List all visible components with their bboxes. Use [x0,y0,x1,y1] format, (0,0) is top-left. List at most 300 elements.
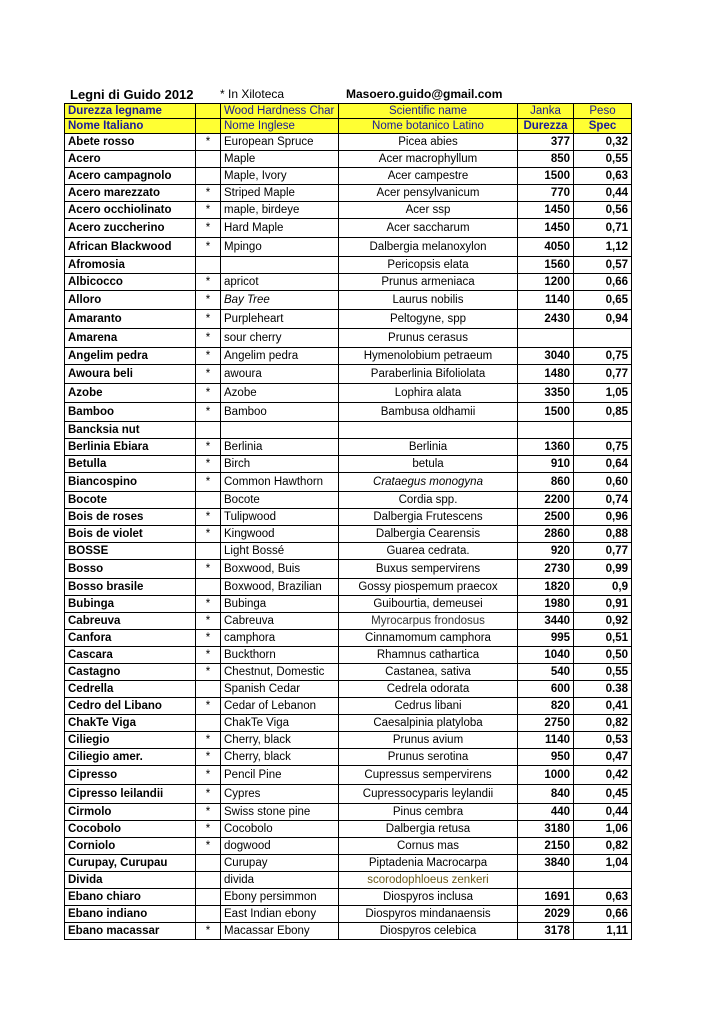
italian-name-cell: Cabreuva [65,613,196,630]
italian-name-cell: Cipresso leilandii [65,785,196,804]
scientific-name-cell: Berlinia [339,439,518,456]
specific-weight-cell: 0,57 [574,257,632,274]
janka-hardness-cell: 1560 [518,257,574,274]
scientific-name-cell: Prunus avium [339,732,518,749]
table-row [65,456,632,473]
scientific-name-cell: Rhamnus cathartica [339,647,518,664]
janka-hardness-cell [518,872,574,889]
xiloteca-star-cell: * [196,596,221,613]
scientific-name-cell: Diospyros celebica [339,923,518,940]
scientific-name-cell: Lophira alata [339,384,518,403]
italian-name-cell: Cascara [65,647,196,664]
xiloteca-star-cell [196,855,221,872]
specific-weight-cell: 0,77 [574,365,632,384]
specific-weight-cell: 0,77 [574,543,632,560]
english-name-cell: Bay Tree [221,291,339,310]
xiloteca-star-cell: * [196,838,221,855]
italian-name-cell: Albicocco [65,274,196,291]
scientific-name-cell: Peltogyne, spp [339,310,518,329]
specific-weight-cell [574,422,632,439]
janka-hardness-cell: 840 [518,785,574,804]
janka-hardness-cell: 2029 [518,906,574,923]
english-name-cell: ChakTe Viga [221,715,339,732]
english-name-cell: awoura [221,365,339,384]
table-row [65,291,632,310]
specific-weight-cell: 0,66 [574,274,632,291]
table-row [65,732,632,749]
xiloteca-star-cell: * [196,821,221,838]
table-row [65,422,632,439]
scientific-name-cell: Cedrus libani [339,698,518,715]
italian-name-cell: Azobe [65,384,196,403]
xiloteca-star-cell: * [196,613,221,630]
janka-hardness-cell: 1000 [518,766,574,785]
scientific-name-cell: Acer ssp [339,202,518,219]
scientific-name-cell: Dalbergia Cearensis [339,526,518,543]
italian-name-cell: Betulla [65,456,196,473]
english-name-cell: Light Bossé [221,543,339,560]
english-name-cell: Boxwood, Brazilian [221,579,339,596]
italian-name-cell: Cedro del Libano [65,698,196,715]
xiloteca-star-cell: * [196,456,221,473]
specific-weight-cell: 0,96 [574,509,632,526]
english-name-cell: sour cherry [221,329,339,348]
xiloteca-star-cell [196,168,221,185]
specific-weight-cell: 0,42 [574,766,632,785]
xiloteca-star-cell [196,151,221,168]
table-row [65,664,632,681]
scientific-name-cell: Guibourtia, demeusei [339,596,518,613]
xiloteca-star-cell [196,715,221,732]
english-name-cell: East Indian ebony [221,906,339,923]
header-cell: Nome Inglese [221,119,339,134]
scientific-name-cell: Diospyros inclusa [339,889,518,906]
xiloteca-star-cell: * [196,560,221,579]
specific-weight-cell: 0,65 [574,291,632,310]
table-row [65,492,632,509]
english-name-cell: Curupay [221,855,339,872]
italian-name-cell: Ebano indiano [65,906,196,923]
english-name-cell: Boxwood, Buis [221,560,339,579]
janka-hardness-cell: 1500 [518,168,574,185]
specific-weight-cell: 0,50 [574,647,632,664]
specific-weight-cell: 0,92 [574,613,632,630]
italian-name-cell: Canfora [65,630,196,647]
xiloteca-star-cell: * [196,439,221,456]
italian-name-cell: Cocobolo [65,821,196,838]
xiloteca-star-cell [196,872,221,889]
italian-name-cell: Divida [65,872,196,889]
table-row [65,630,632,647]
xiloteca-star-cell [196,257,221,274]
scientific-name-cell: Cedrela odorata [339,681,518,698]
xiloteca-star-cell: * [196,804,221,821]
janka-hardness-cell: 1480 [518,365,574,384]
specific-weight-cell: 0,51 [574,630,632,647]
janka-hardness-cell: 440 [518,804,574,821]
xiloteca-star-cell: * [196,329,221,348]
table-row [65,543,632,560]
table-row [65,872,632,889]
table-row [65,365,632,384]
xiloteca-star-cell: * [196,134,221,151]
english-name-cell: Ebony persimmon [221,889,339,906]
english-name-cell: Bamboo [221,403,339,422]
xiloteca-note: * In Xiloteca [220,87,285,101]
scientific-name-cell: Cordia spp. [339,492,518,509]
header-cell: Peso [574,104,632,119]
xiloteca-star-cell [196,681,221,698]
xiloteca-star-cell [196,889,221,906]
english-name-cell: Striped Maple [221,185,339,202]
specific-weight-cell: 0,66 [574,906,632,923]
english-name-cell: camphora [221,630,339,647]
italian-name-cell: Corniolo [65,838,196,855]
table-row [65,473,632,492]
xiloteca-star-cell: * [196,202,221,219]
table-row [65,889,632,906]
specific-weight-cell: 0,56 [574,202,632,219]
specific-weight-cell: 1,12 [574,238,632,257]
xiloteca-star-cell: * [196,630,221,647]
english-name-cell: Berlinia [221,439,339,456]
english-name-cell: Purpleheart [221,310,339,329]
english-name-cell: divida [221,872,339,889]
specific-weight-cell: 0,55 [574,664,632,681]
italian-name-cell: Bamboo [65,403,196,422]
italian-name-cell: Berlinia Ebiara [65,439,196,456]
table-row [65,838,632,855]
janka-hardness-cell: 1140 [518,291,574,310]
table-row [65,274,632,291]
janka-hardness-cell: 2430 [518,310,574,329]
janka-hardness-cell: 377 [518,134,574,151]
xiloteca-star-cell: * [196,185,221,202]
janka-hardness-cell: 2200 [518,492,574,509]
english-name-cell: Mpingo [221,238,339,257]
janka-hardness-cell: 920 [518,543,574,560]
english-name-cell: maple, birdeye [221,202,339,219]
header-row-2 [65,119,632,134]
italian-name-cell: African Blackwood [65,238,196,257]
janka-hardness-cell: 1980 [518,596,574,613]
janka-hardness-cell: 860 [518,473,574,492]
english-name-cell: European Spruce [221,134,339,151]
janka-hardness-cell: 600 [518,681,574,698]
table-row [65,168,632,185]
scientific-name-cell: betula [339,456,518,473]
scientific-name-cell: Acer macrophyllum [339,151,518,168]
xiloteca-star-cell [196,906,221,923]
janka-hardness-cell: 1450 [518,219,574,238]
table-row [65,348,632,365]
specific-weight-cell: 0,45 [574,785,632,804]
scientific-name-cell: Prunus cerasus [339,329,518,348]
janka-hardness-cell: 3040 [518,348,574,365]
janka-hardness-cell: 1200 [518,274,574,291]
scientific-name-cell: Dalbergia retusa [339,821,518,838]
specific-weight-cell: 0,32 [574,134,632,151]
janka-hardness-cell [518,422,574,439]
table-row [65,185,632,202]
italian-name-cell: Alloro [65,291,196,310]
italian-name-cell: Acero campagnolo [65,168,196,185]
scientific-name-cell: Cornus mas [339,838,518,855]
table-row [65,804,632,821]
italian-name-cell: Bosso [65,560,196,579]
janka-hardness-cell: 2750 [518,715,574,732]
italian-name-cell: ChakTe Viga [65,715,196,732]
specific-weight-cell: 0,60 [574,473,632,492]
header-cell: Durezza [518,119,574,134]
scientific-name-cell: Gossy piospemum praecox [339,579,518,596]
english-name-cell: Buckthorn [221,647,339,664]
specific-weight-cell: 0,91 [574,596,632,613]
header-cell: Wood Hardness Char [221,104,339,119]
specific-weight-cell: 0,74 [574,492,632,509]
italian-name-cell: Bois de roses [65,509,196,526]
janka-hardness-cell: 2730 [518,560,574,579]
scientific-name-cell: Buxus sempervirens [339,560,518,579]
table-row [65,439,632,456]
italian-name-cell: Acero marezzato [65,185,196,202]
italian-name-cell: Bocote [65,492,196,509]
english-name-cell: Swiss stone pine [221,804,339,821]
table-row [65,509,632,526]
table-row [65,785,632,804]
scientific-name-cell: Paraberlinia Bifoliolata [339,365,518,384]
janka-hardness-cell: 1360 [518,439,574,456]
specific-weight-cell: 0,44 [574,185,632,202]
header-cell: Spec [574,119,632,134]
janka-hardness-cell: 4050 [518,238,574,257]
italian-name-cell: Abete rosso [65,134,196,151]
specific-weight-cell: 0,75 [574,439,632,456]
scientific-name-cell: Bambusa oldhamii [339,403,518,422]
header-cell [196,104,221,119]
header-cell: Scientific name [339,104,518,119]
italian-name-cell: Biancospino [65,473,196,492]
header-cell: Janka [518,104,574,119]
scientific-name-cell: Caesalpinia platyloba [339,715,518,732]
specific-weight-cell: 0,75 [574,348,632,365]
scientific-name-cell: Prunus serotina [339,749,518,766]
scientific-name-cell: Pinus cembra [339,804,518,821]
scientific-name-cell: Myrocarpus frondosus [339,613,518,630]
xiloteca-star-cell: * [196,509,221,526]
janka-hardness-cell: 1500 [518,403,574,422]
janka-hardness-cell: 3180 [518,821,574,838]
italian-name-cell: Ciliegio [65,732,196,749]
english-name-cell: Maple [221,151,339,168]
janka-hardness-cell: 1450 [518,202,574,219]
xiloteca-star-cell [196,492,221,509]
janka-hardness-cell: 540 [518,664,574,681]
janka-hardness-cell: 1140 [518,732,574,749]
italian-name-cell: Cirmolo [65,804,196,821]
table-row [65,906,632,923]
scientific-name-cell: Castanea, sativa [339,664,518,681]
xiloteca-star-cell: * [196,219,221,238]
table-row [65,238,632,257]
english-name-cell: Birch [221,456,339,473]
xiloteca-star-cell: * [196,732,221,749]
english-name-cell: Macassar Ebony [221,923,339,940]
italian-name-cell: Afromosia [65,257,196,274]
english-name-cell: dogwood [221,838,339,855]
english-name-cell: Maple, Ivory [221,168,339,185]
scientific-name-cell: Picea abies [339,134,518,151]
sheet-title-row [70,87,630,103]
xiloteca-star-cell: * [196,274,221,291]
xiloteca-star-cell [196,579,221,596]
xiloteca-star-cell: * [196,291,221,310]
scientific-name-cell: Prunus armeniaca [339,274,518,291]
janka-hardness-cell: 910 [518,456,574,473]
xiloteca-star-cell [196,422,221,439]
janka-hardness-cell: 2500 [518,509,574,526]
janka-hardness-cell: 3350 [518,384,574,403]
xiloteca-star-cell: * [196,785,221,804]
header-cell: Nome Italiano [65,119,196,134]
sheet-title: Legni di Guido 2012 [70,87,194,102]
table-row [65,526,632,543]
janka-hardness-cell: 995 [518,630,574,647]
janka-hardness-cell: 2860 [518,526,574,543]
italian-name-cell: Acero zuccherino [65,219,196,238]
specific-weight-cell: 0,82 [574,838,632,855]
xiloteca-star-cell: * [196,403,221,422]
email-text: Masoero.guido@gmail.com [346,87,503,101]
italian-name-cell: Acero [65,151,196,168]
specific-weight-cell: 0,41 [574,698,632,715]
specific-weight-cell: 0,94 [574,310,632,329]
xiloteca-star-cell: * [196,698,221,715]
italian-name-cell: Cedrella [65,681,196,698]
scientific-name-cell: Cinnamomum camphora [339,630,518,647]
table-row [65,134,632,151]
table-row [65,257,632,274]
italian-name-cell: Ebano chiaro [65,889,196,906]
scientific-name-cell: Dalbergia Frutescens [339,509,518,526]
scientific-name-cell [339,422,518,439]
xiloteca-star-cell: * [196,365,221,384]
xiloteca-star-cell: * [196,526,221,543]
english-name-cell: apricot [221,274,339,291]
english-name-cell: Common Hawthorn [221,473,339,492]
scientific-name-cell: Hymenolobium petraeum [339,348,518,365]
specific-weight-cell: 0,9 [574,579,632,596]
italian-name-cell: Acero occhiolinato [65,202,196,219]
scientific-name-cell: Dalbergia melanoxylon [339,238,518,257]
specific-weight-cell: 0,82 [574,715,632,732]
specific-weight-cell: 1,06 [574,821,632,838]
table-row [65,647,632,664]
xiloteca-star-cell: * [196,923,221,940]
specific-weight-cell: 0,88 [574,526,632,543]
xiloteca-star-cell: * [196,238,221,257]
italian-name-cell: Bois de violet [65,526,196,543]
italian-name-cell: Castagno [65,664,196,681]
italian-name-cell: Amarena [65,329,196,348]
table-row [65,698,632,715]
janka-hardness-cell: 1691 [518,889,574,906]
italian-name-cell: Bubinga [65,596,196,613]
table-row [65,329,632,348]
scientific-name-cell: Piptadenia Macrocarpa [339,855,518,872]
italian-name-cell: Curupay, Curupau [65,855,196,872]
table-row [65,821,632,838]
english-name-cell: Spanish Cedar [221,681,339,698]
janka-hardness-cell: 1820 [518,579,574,596]
english-name-cell: Cabreuva [221,613,339,630]
scientific-name-cell: Cupressocyparis leylandii [339,785,518,804]
italian-name-cell: Amaranto [65,310,196,329]
scientific-name-cell: Acer saccharum [339,219,518,238]
xiloteca-star-cell: * [196,473,221,492]
table-row [65,560,632,579]
wood-hardness-table [64,103,632,940]
table-row [65,715,632,732]
table-row [65,310,632,329]
english-name-cell: Bocote [221,492,339,509]
italian-name-cell: Cipresso [65,766,196,785]
table-row [65,219,632,238]
specific-weight-cell: 0,55 [574,151,632,168]
english-name-cell: Cedar of Lebanon [221,698,339,715]
xiloteca-star-cell: * [196,766,221,785]
english-name-cell: Cocobolo [221,821,339,838]
janka-hardness-cell: 770 [518,185,574,202]
table-row [65,766,632,785]
scientific-name-cell: Guarea cedrata. [339,543,518,560]
english-name-cell: Cherry, black [221,749,339,766]
specific-weight-cell: 1,05 [574,384,632,403]
xiloteca-star-cell [196,543,221,560]
english-name-cell: Cherry, black [221,732,339,749]
specific-weight-cell [574,872,632,889]
janka-hardness-cell: 2150 [518,838,574,855]
specific-weight-cell: 0,99 [574,560,632,579]
scientific-name-cell: Acer pensylvanicum [339,185,518,202]
xiloteca-star-cell: * [196,310,221,329]
scientific-name-cell: scorodophloeus zenkeri [339,872,518,889]
specific-weight-cell: 0,71 [574,219,632,238]
janka-hardness-cell: 3178 [518,923,574,940]
specific-weight-cell: 1,04 [574,855,632,872]
header-cell [196,119,221,134]
scientific-name-cell: Pericopsis elata [339,257,518,274]
table-row [65,681,632,698]
janka-hardness-cell: 820 [518,698,574,715]
english-name-cell: Tulipwood [221,509,339,526]
english-name-cell: Bubinga [221,596,339,613]
english-name-cell: Cypres [221,785,339,804]
table-row [65,923,632,940]
table-row [65,613,632,630]
table-row [65,151,632,168]
english-name-cell: Pencil Pine [221,766,339,785]
table-row [65,202,632,219]
specific-weight-cell: 0,47 [574,749,632,766]
table-row [65,403,632,422]
english-name-cell [221,422,339,439]
xiloteca-star-cell: * [196,348,221,365]
english-name-cell [221,257,339,274]
scientific-name-cell: Laurus nobilis [339,291,518,310]
table-row [65,596,632,613]
janka-hardness-cell: 3440 [518,613,574,630]
